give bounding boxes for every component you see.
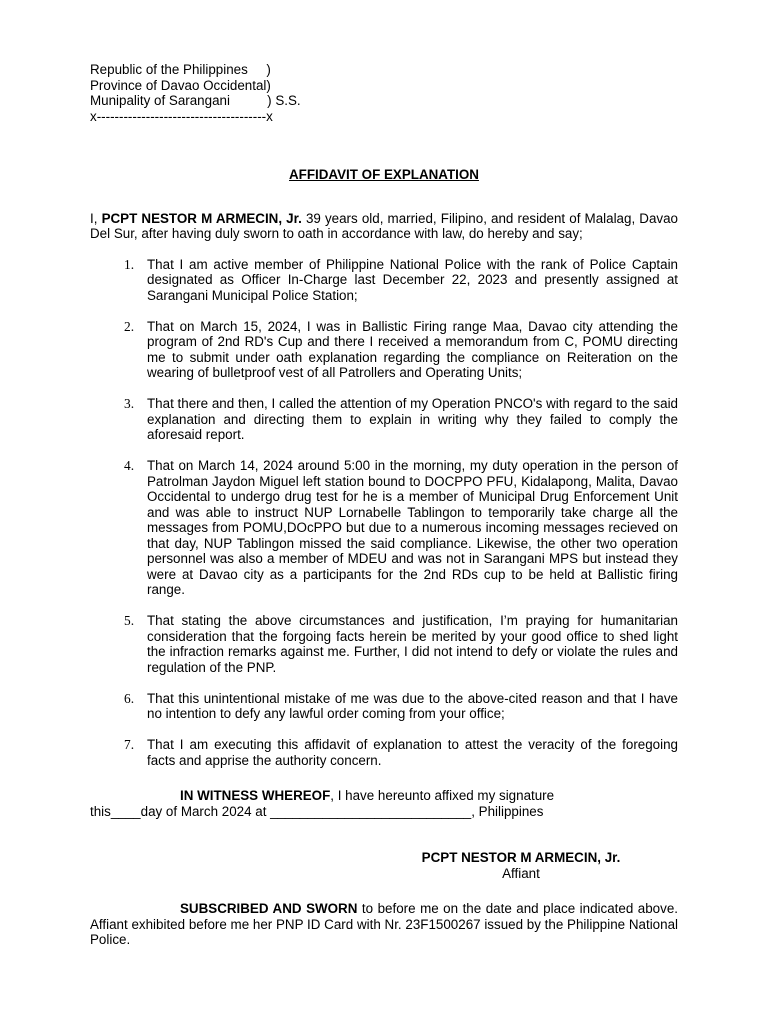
statement-text: That I am executing this affidavit of explanation to attest the veracity of the foregoing facts and apprise the authority concern.	[147, 737, 678, 768]
statement-item-4	[90, 458, 678, 598]
caption-municipality: Munipality of Sarangani ) S.S.	[90, 93, 301, 108]
signatory-role: Affiant	[502, 865, 540, 881]
statement-text: That I am active member of Philippine National Police with the rank of Police Captain designated as Officer In-Charge last December 22, 2023 and presently assigned at Sarangani Municipal Police Station;	[147, 256, 678, 303]
statement-number: 6.	[124, 690, 135, 706]
caption-republic: Republic of the Philippines )	[90, 62, 271, 77]
caption-divider: x--------------------------------------x	[90, 108, 273, 124]
witness-text: , I have hereunto affixed my signature	[330, 788, 555, 803]
statement-number: 7.	[124, 737, 135, 752]
statement-number: 4.	[124, 458, 135, 473]
signature-block	[406, 850, 636, 881]
statement-item-1	[90, 257, 678, 304]
jurat-paragraph	[90, 901, 678, 948]
statement-number: 1.	[124, 256, 135, 272]
witness-date-place-line: this____day of March 2024 at ___________________________, Philippines	[90, 803, 544, 819]
intro-paragraph	[90, 211, 678, 242]
signatory-name: PCPT NESTOR M ARMECIN, Jr.	[421, 850, 621, 865]
intro-text: 39 years old, married, Filipino, and resident of Malalag, Davao Del Sur, after having duly sworn to oath in accordance with law, do hereby and say;	[90, 210, 678, 241]
statement-text: That stating the above circumstances and justification, I’m praying for humanitarian consideration that the forgoing facts herein be merited by your good office to shed light the infraction remarks against me. Further, I did not intend to defy or violate the rules and regulation of the PNP.	[147, 613, 678, 675]
statement-item-2	[90, 319, 678, 381]
statement-text: That on March 14, 2024 around 5:00 in the morning, my duty operation in the person of Patrolman Jaydon Miguel left station bound to DOCPPO PFU, Kidalapong, Malita, Davao Occidental to undergo drug test for he is a member of Municipal Drug Enforcement Unit and was able to instruct NUP Lornabelle Tablingon to temporarily take charge all the messages from POMU,DOcPPO but due to a numerous incoming messages recieved on that day, NUP Tablingon missed the said compliance. Likewise, the other two operation personnel was also a member of MDEU and was not in Sarangani MPS but instead they were at Davao city as a participants for the 2nd RDs cup to be held at Ballistic firing range.	[147, 458, 678, 597]
statement-number: 3.	[124, 396, 135, 411]
statement-item-7	[90, 737, 678, 768]
witness-heading: IN WITNESS WHEREOF	[180, 788, 331, 803]
statement-text: That this unintentional mistake of me was due to the above-cited reason and that I have no intention to defy any lawful order coming from your office;	[147, 690, 678, 721]
statement-item-3	[90, 396, 678, 443]
intro-prefix: I,	[90, 210, 102, 226]
statement-text: That there and then, I called the attention of my Operation PNCO's with regard to the said explanation and directing them to explain in writing why they failed to comply the aforesaid report.	[147, 396, 678, 442]
statement-number: 2.	[124, 318, 135, 334]
statement-item-6	[90, 691, 678, 722]
statement-item-5	[90, 613, 678, 675]
witness-clause	[90, 788, 678, 804]
affiant-name: PCPT NESTOR M ARMECIN, Jr.	[101, 210, 302, 226]
caption-province: Province of Davao Occidental)	[90, 77, 271, 93]
jurat-heading: SUBSCRIBED AND SWORN	[180, 901, 358, 916]
statement-list	[90, 257, 678, 769]
affidavit-page	[90, 62, 678, 948]
statement-number: 5.	[124, 613, 135, 628]
statement-text: That on March 15, 2024, I was in Ballistic Firing range Maa, Davao city attending the program of 2nd RD's Cup and there I received a memorandum from C, POMU directing me to submit under oath explanation regarding the compliance on Reiteration on the wearing of bulletproof vest of all Patrollers and Operating Units;	[147, 318, 678, 380]
document-title: AFFIDAVIT OF EXPLANATION	[289, 167, 479, 182]
jurat-text: to before me on the date and place indicated above. Affiant exhibited before me her PNP ID Card with Nr. 23F1500267 issued by the Philippine National Police.	[90, 901, 678, 947]
venue-caption	[90, 62, 678, 124]
